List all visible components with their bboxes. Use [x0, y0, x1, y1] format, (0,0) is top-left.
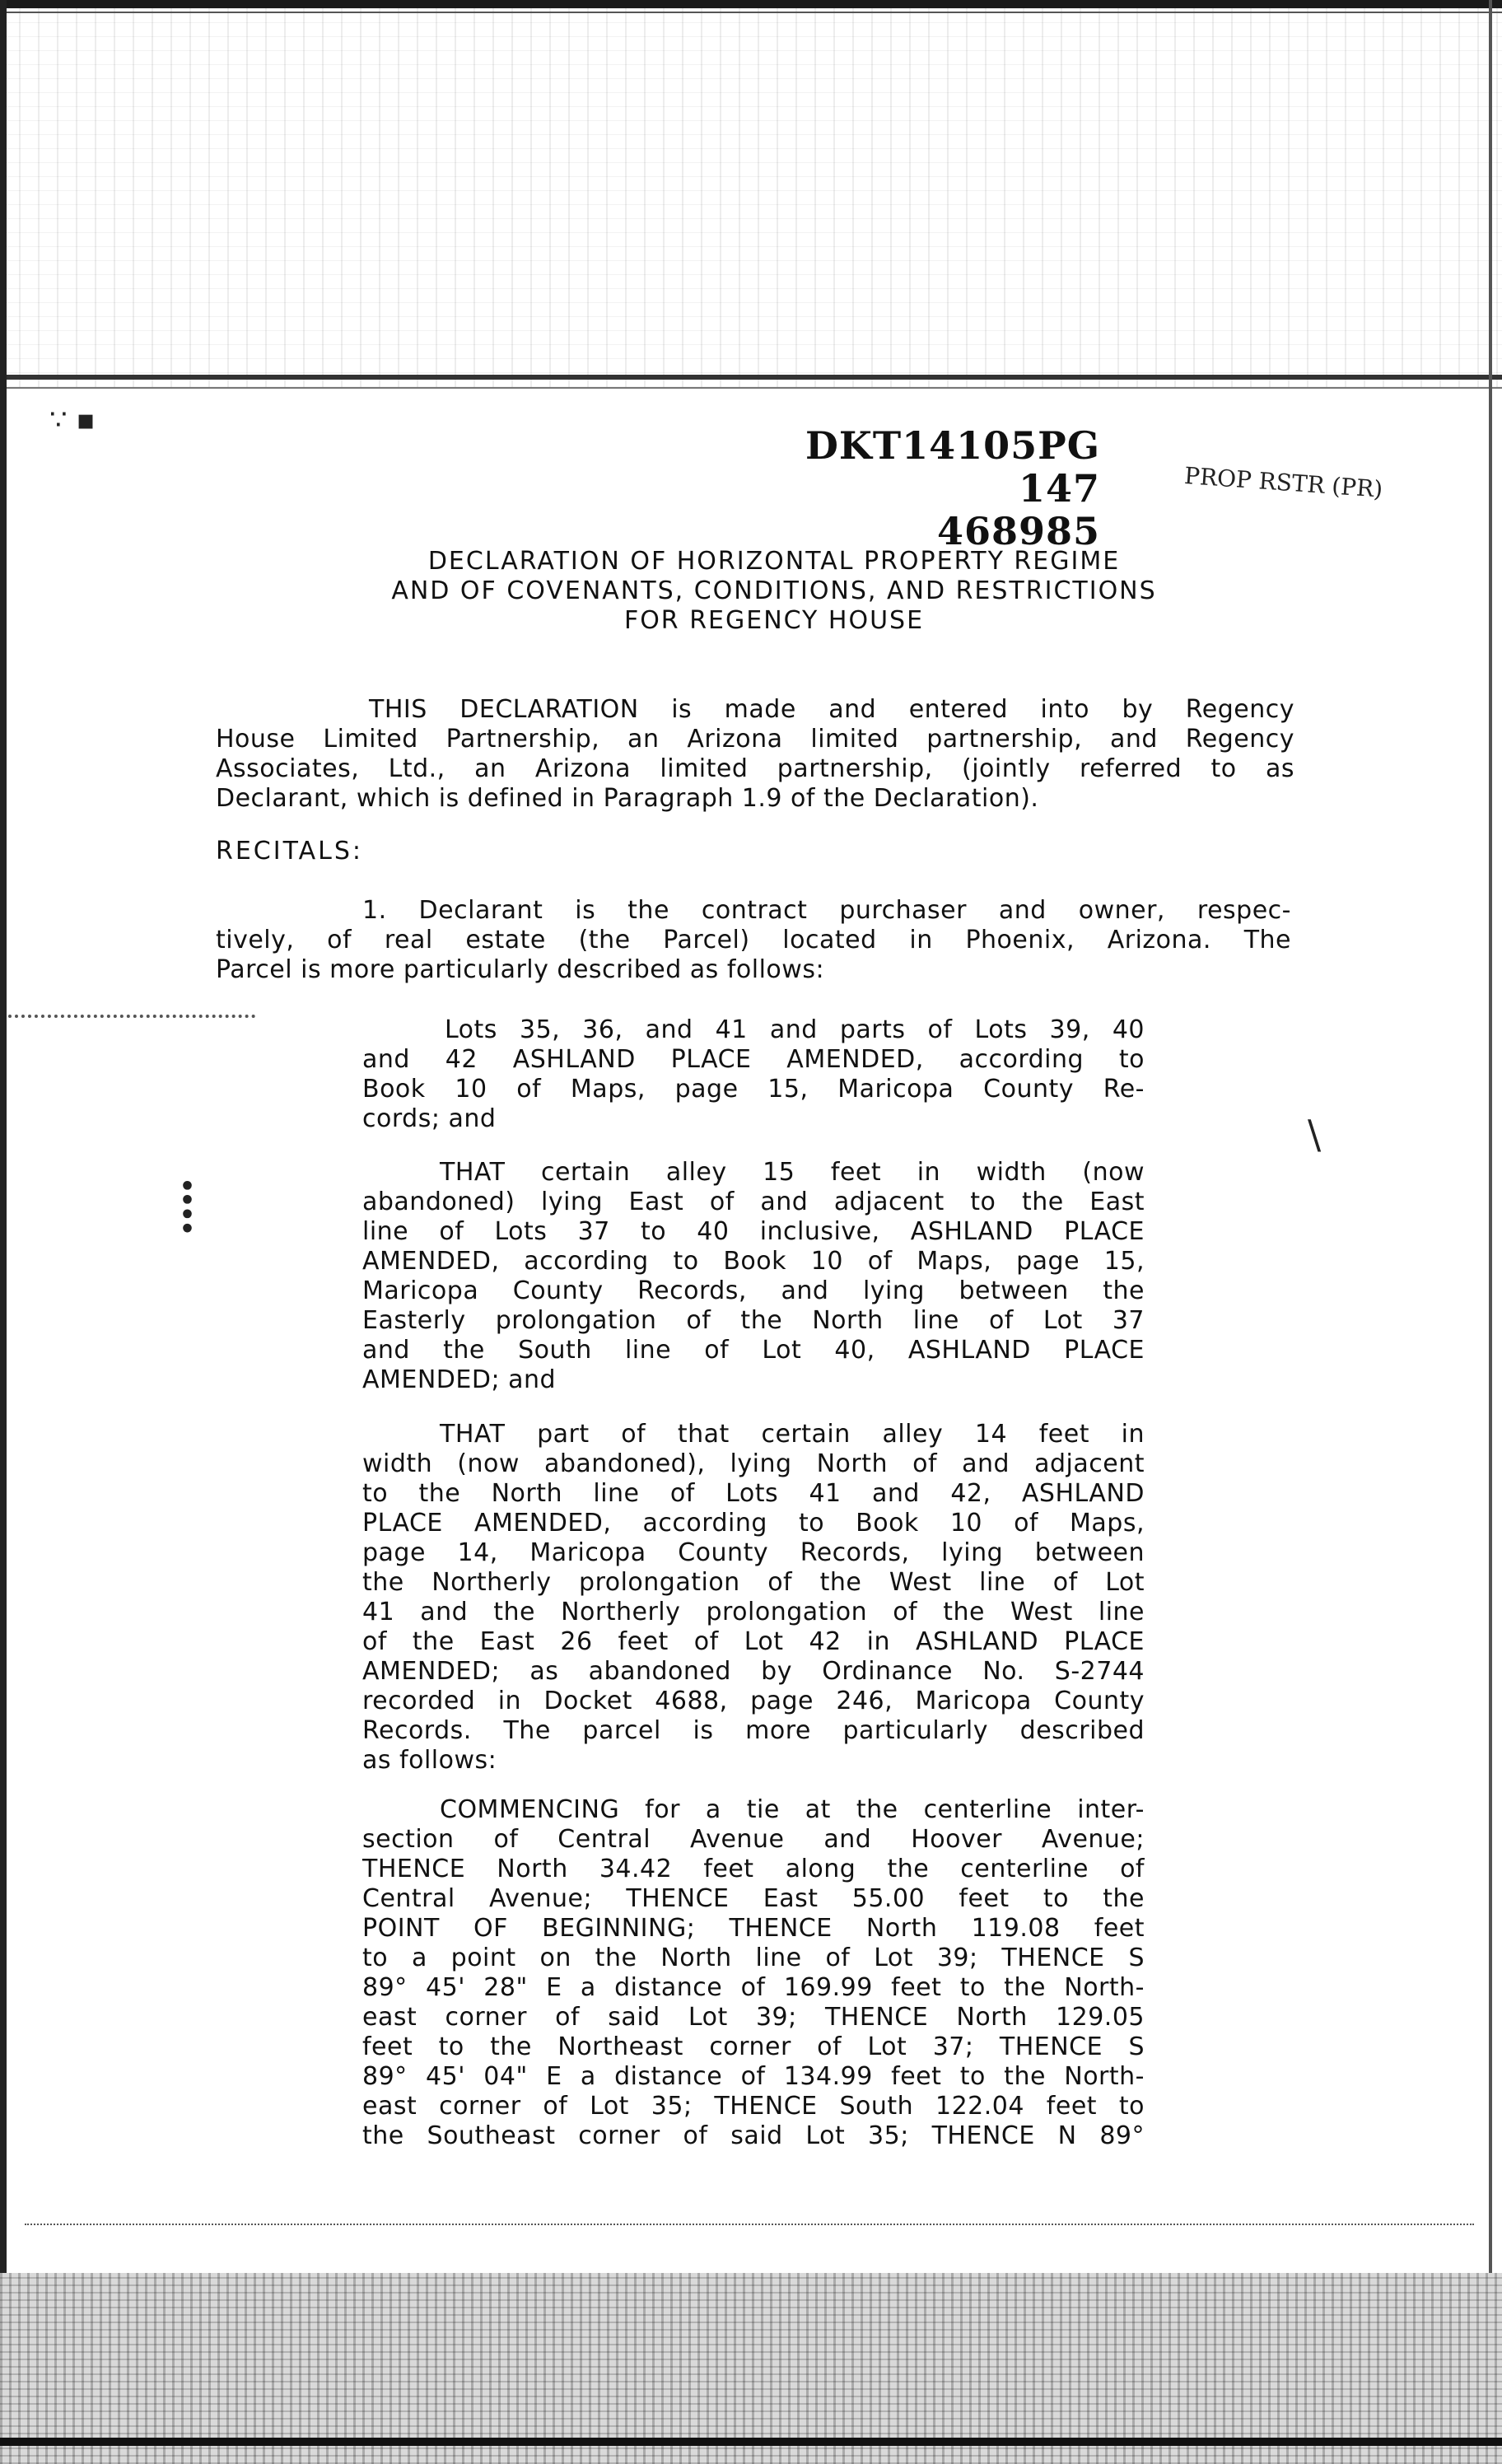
paragraph-line: THAT certain alley 15 feet in width (now [440, 1158, 1145, 1187]
paragraph-line: line of Lots 37 to 40 inclusive, ASHLAND PLACE [362, 1217, 1145, 1246]
paragraph-line: AMENDED, according to Book 10 of Maps, page 15, [362, 1247, 1145, 1276]
paragraph-line: and 42 ASHLAND PLACE AMENDED, according to [362, 1045, 1145, 1074]
paragraph-line: width (now abandoned), lying North of and adjacent [362, 1449, 1145, 1478]
scan-right-edge [1489, 0, 1492, 2464]
scan-margin-mark: ⁞ [177, 1163, 198, 1249]
legal-description-alley-14 [362, 1420, 1145, 1776]
scan-band-divider [0, 375, 1502, 380]
paragraph-line: the Northerly prolongation of the West line of Lot [362, 1568, 1145, 1597]
recital-1 [216, 896, 1291, 985]
scan-border-top [0, 0, 1502, 8]
paragraph-line: Lots 35, 36, and 41 and parts of Lots 39, 40 [445, 1015, 1145, 1044]
paragraph-line: Associates, Ltd., an Arizona limited partnership, (jointly referred to as [216, 754, 1294, 783]
document-title [313, 547, 1235, 636]
title-line: DECLARATION OF HORIZONTAL PROPERTY REGIME [427, 547, 1121, 576]
paragraph-line: Book 10 of Maps, page 15, Maricopa County Re- [362, 1075, 1145, 1104]
paragraph-line: THENCE North 34.42 feet along the centerline of [362, 1855, 1145, 1883]
scan-noise-top [0, 0, 1502, 387]
paragraph-line: page 14, Maricopa County Records, lying between [362, 1538, 1145, 1567]
title-line: AND OF COVENANTS, CONDITIONS, AND RESTRICTIONS [391, 576, 1157, 605]
paragraph-line: POINT OF BEGINNING; THENCE North 119.08 feet [362, 1914, 1145, 1943]
paragraph-line: Parcel is more particularly described as follows: [216, 955, 825, 984]
scan-speck-top-left: ∵ ▪ [49, 404, 96, 436]
paragraph-line: Declarant, which is defined in Paragraph 1.9 of the Declaration). [216, 784, 1039, 813]
book-page-number: DKT14105PG 147 [805, 423, 1100, 511]
legal-description-alley-15 [362, 1158, 1145, 1395]
legal-description-metes-bounds [362, 1795, 1145, 2151]
paragraph-line: to the North line of Lots 41 and 42, ASHLAND [362, 1479, 1145, 1508]
paragraph-line: COMMENCING for a tie at the centerline inter- [440, 1795, 1145, 1824]
record-number: 468985 [936, 509, 1100, 553]
scan-border-bottom [0, 2438, 1502, 2446]
paragraph-line: abandoned) lying East of and adjacent to the East [362, 1188, 1145, 1216]
paragraph-line: to a point on the North line of Lot 39; THENCE S [362, 1944, 1145, 1972]
paragraph-line: House Limited Partnership, an Arizona limited partnership, and Regency [216, 725, 1294, 754]
paragraph-line: 41 and the Northerly prolongation of the West line [362, 1598, 1145, 1626]
scan-noise-bottom [0, 2273, 1502, 2464]
title-line: FOR REGENCY HOUSE [623, 606, 925, 635]
paragraph-line: as follows: [362, 1746, 497, 1775]
paragraph-line: tively, of real estate (the Parcel) located in Phoenix, Arizona. The [216, 926, 1291, 954]
scan-border-top-thin [0, 12, 1502, 13]
paragraph-line: THAT part of that certain alley 14 feet in [440, 1420, 1145, 1449]
scan-dotted-mark [8, 1015, 255, 1018]
paragraph-line: feet to the Northeast corner of Lot 37; THENCE S [362, 2032, 1145, 2061]
paragraph-line: east corner of said Lot 39; THENCE North 129.05 [362, 2003, 1145, 2032]
paragraph-line: Easterly prolongation of the North line of Lot 37 [362, 1306, 1145, 1335]
scan-band-divider-thin [0, 387, 1502, 389]
legal-description-lots [362, 1015, 1145, 1134]
paragraph-line: Central Avenue; THENCE East 55.00 feet to the [362, 1884, 1145, 1913]
paragraph-line: Records. The parcel is more particularly described [362, 1716, 1145, 1745]
paragraph-line: the Southeast corner of said Lot 35; THENCE N 89° [362, 2121, 1145, 2150]
paragraph-line: cords; and [362, 1104, 497, 1133]
paragraph-line: PLACE AMENDED, according to Book 10 of Maps, [362, 1509, 1145, 1538]
paragraph-line: 89° 45' 04" E a distance of 134.99 feet to the North- [362, 2062, 1145, 2091]
paragraph-line: east corner of Lot 35; THENCE South 122.04 feet to [362, 2092, 1145, 2121]
paragraph-line: and the South line of Lot 40, ASHLAND PLACE [362, 1336, 1145, 1365]
paragraph-line: Maricopa County Records, and lying between the [362, 1276, 1145, 1305]
paragraph-line: AMENDED; and [362, 1365, 557, 1394]
paragraph-line: recorded in Docket 4688, page 246, Maricopa County [362, 1687, 1145, 1715]
scan-left-edge [0, 0, 7, 2464]
recording-number-block [804, 424, 1100, 553]
paragraph-line: 89° 45' 28" E a distance of 169.99 feet to the North- [362, 1973, 1145, 2002]
paragraph-line: 1. Declarant is the contract purchaser and owner, respec- [362, 896, 1291, 925]
paragraph-line: AMENDED; as abandoned by Ordinance No. S-2744 [362, 1657, 1145, 1686]
property-restriction-stamp: PROP RSTR (PR) [1183, 461, 1384, 503]
paragraph-line: section of Central Avenue and Hoover Avenue; [362, 1825, 1145, 1854]
paragraph-line: THIS DECLARATION is made and entered into by Regency [369, 695, 1294, 724]
paragraph-line: of the East 26 feet of Lot 42 in ASHLAND PLACE [362, 1627, 1145, 1656]
recitals-heading: RECITALS: [216, 837, 363, 866]
scan-margin-mark-right: \ [1308, 1112, 1322, 1158]
intro-paragraph [216, 695, 1294, 814]
scan-dotted-line-bottom [25, 2224, 1474, 2225]
